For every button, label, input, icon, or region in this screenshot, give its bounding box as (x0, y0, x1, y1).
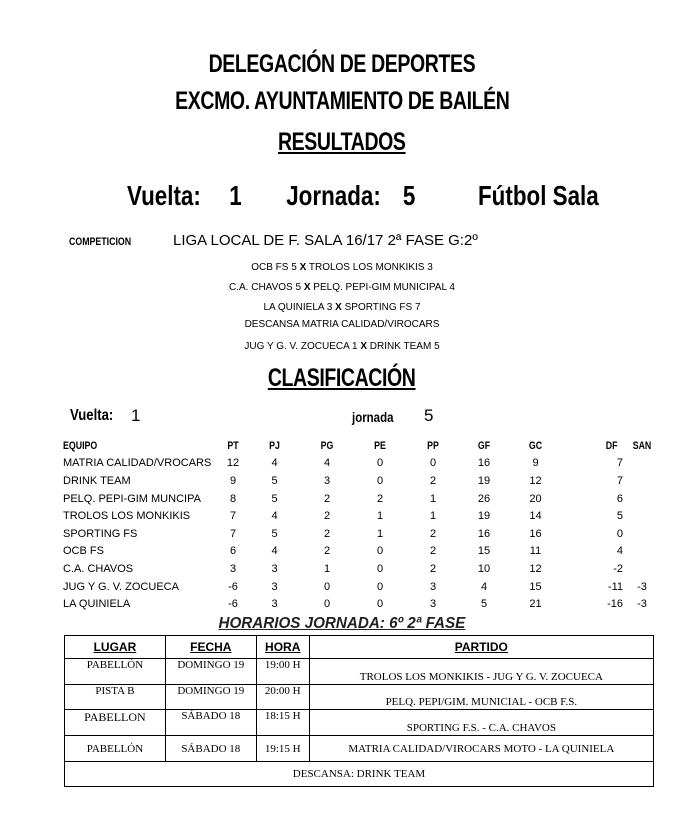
pp-cell: 3 (429, 598, 437, 611)
fecha-cell: DOMINGO 19 (165, 685, 256, 710)
header-line-1: DELEGACIÓN DE DEPORTES (208, 50, 476, 78)
competition-label: COMPETICION (69, 236, 132, 248)
col-pt: PT (227, 439, 239, 452)
standings-row (63, 560, 655, 578)
standings-row (63, 472, 655, 490)
df-cell: -2 (613, 562, 623, 575)
team-name: MATRIA CALIDAD/VROCARS (63, 457, 212, 470)
san-cell: -3 (637, 580, 647, 593)
pt-cell: 12 (226, 457, 240, 470)
team-name: PELQ. PEPI-GIM MUNCIPA (63, 492, 201, 505)
classification-title: CLASIFICACIÓN (268, 364, 416, 392)
jornada-label: Jornada: (286, 180, 381, 211)
pe-cell: 1 (376, 527, 384, 540)
df-cell: 7 (616, 457, 623, 470)
gc-cell: 16 (529, 527, 542, 540)
pe-cell: 0 (376, 457, 384, 470)
schedule-row (65, 685, 654, 710)
col-pe: PE (374, 439, 386, 452)
pt-cell: -6 (228, 580, 238, 593)
pp-cell: 2 (429, 562, 437, 575)
col-gc: GC (528, 439, 543, 452)
gf-cell: 10 (477, 562, 491, 575)
competition-name: LIGA LOCAL DE F. SALA 16/17 2ª FASE G:2º (173, 232, 478, 249)
col-df: DF (605, 439, 618, 452)
pp-cell: 1 (429, 510, 437, 523)
pe-cell: 0 (376, 545, 384, 558)
gf-cell: 26 (477, 492, 491, 505)
pj-cell: 5 (271, 527, 278, 540)
partido-cell: TROLOS LOS MONKIKIS - JUG Y G. V. ZOCUECA (309, 659, 653, 685)
fecha-cell: SÁBADO 18 (165, 710, 256, 736)
header-results-title: RESULTADOS (278, 128, 406, 156)
pe-cell: 0 (376, 598, 384, 611)
df-cell: 6 (616, 492, 623, 505)
standings-row (63, 490, 655, 508)
pt-cell: 6 (229, 545, 237, 558)
col-equipo: EQUIPO (63, 439, 98, 452)
pj-cell: 3 (271, 598, 278, 611)
gf-cell: 19 (477, 510, 491, 523)
pt-cell: -6 (228, 598, 238, 611)
gf-cell: 5 (480, 598, 488, 611)
vuelta-label: Vuelta: (127, 180, 201, 211)
gc-cell: 9 (532, 457, 539, 470)
lugar-cell: PABELLÓN (65, 659, 166, 685)
pp-cell: 3 (429, 580, 437, 593)
gc-cell: 20 (529, 492, 542, 505)
partido-cell: PELQ. PEPI/GIM. MUNICIAL - OCB F.S. (309, 685, 653, 710)
sport-name: Fútbol Sala (478, 180, 599, 211)
san-cell (629, 525, 655, 543)
header-line-2: EXCMO. AYUNTAMIENTO DE BAILÉN (174, 87, 510, 115)
df-cell: 7 (616, 474, 623, 487)
lugar-cell: PABELLON (65, 710, 166, 736)
san-cell (629, 490, 655, 508)
pe-cell: 1 (376, 510, 384, 523)
col-lugar: LUGAR (65, 636, 166, 659)
gf-cell: 16 (477, 527, 491, 540)
pt-cell: 9 (229, 474, 237, 487)
team-name: DRINK TEAM (63, 474, 131, 487)
san-cell (629, 507, 655, 525)
gc-cell: 11 (529, 545, 542, 558)
partido-cell: MATRIA CALIDAD/VIROCARS MOTO - LA QUINIELA (309, 736, 653, 762)
pj-cell: 5 (271, 474, 278, 487)
pt-cell: 3 (229, 562, 237, 575)
pe-cell: 0 (376, 474, 384, 487)
fecha-cell: DOMINGO 19 (165, 659, 256, 685)
result-row: OCB FS 5 X TROLOS LOS MONKIKIS 3 (251, 262, 433, 273)
rest-team-row: DESCANSA MATRIA CALIDAD/VIROCARS (244, 319, 440, 330)
class-vuelta-label: Vuelta: (70, 407, 114, 424)
pj-cell: 4 (271, 510, 278, 523)
team-name: SPORTING FS (63, 527, 138, 540)
gc-cell: 12 (529, 474, 542, 487)
col-gf: GF (477, 439, 491, 452)
san-cell: -3 (637, 598, 647, 611)
standings-row (63, 507, 655, 525)
pe-cell: 2 (376, 492, 384, 505)
hora-cell: 19:15 H (256, 736, 309, 762)
col-pj: PJ (269, 439, 280, 452)
col-hora: HORA (256, 636, 309, 659)
df-cell: -11 (607, 580, 623, 593)
round-line (127, 180, 487, 212)
schedule-table (64, 635, 654, 787)
pg-cell: 2 (323, 510, 331, 523)
standings-row (63, 595, 655, 613)
pg-cell: 4 (323, 457, 331, 470)
result-row: LA QUINIELA 3 X SPORTING FS 7 (263, 302, 421, 313)
schedule-row (65, 710, 654, 736)
team-name: LA QUINIELA (63, 598, 131, 611)
team-name: C.A. CHAVOS (63, 562, 134, 575)
pg-cell: 0 (323, 580, 331, 593)
pg-cell: 3 (323, 474, 331, 487)
gf-cell: 19 (477, 474, 491, 487)
pj-cell: 3 (271, 580, 278, 593)
team-name: JUG Y G. V. ZOCUECA (63, 580, 179, 593)
pg-cell: 2 (323, 492, 331, 505)
pg-cell: 1 (323, 562, 331, 575)
gf-cell: 15 (477, 545, 491, 558)
schedule-title: HORARIOS JORNADA: 6º 2ª FASE (218, 615, 466, 632)
schedule-row (65, 736, 654, 762)
standings-row (63, 543, 655, 561)
classification-header-row (63, 437, 655, 455)
pp-cell: 2 (429, 527, 437, 540)
pp-cell: 2 (429, 474, 437, 487)
col-pp: PP (427, 439, 439, 452)
gc-cell: 15 (529, 580, 542, 593)
pp-cell: 0 (429, 457, 437, 470)
schedule-header-row (65, 636, 654, 659)
pe-cell: 0 (376, 580, 384, 593)
gc-cell: 14 (529, 510, 542, 523)
pg-cell: 2 (323, 527, 331, 540)
standings-row (63, 578, 655, 596)
result-row: C.A. CHAVOS 5 X PELQ. PEPI-GIM MUNICIPAL 4 (229, 282, 455, 293)
standings-row (63, 525, 655, 543)
lugar-cell: PABELLÓN (65, 736, 166, 762)
pj-cell: 5 (271, 492, 278, 505)
df-cell: 5 (616, 510, 623, 523)
df-cell: 0 (616, 527, 623, 540)
san-cell (629, 472, 655, 490)
san-cell (629, 543, 655, 561)
schedule-row (65, 659, 654, 685)
schedule-rest-row (65, 762, 654, 787)
jornada-value: 5 (402, 180, 416, 211)
san-cell (629, 455, 655, 473)
pg-cell: 2 (323, 545, 331, 558)
gc-cell: 21 (529, 598, 542, 611)
pj-cell: 3 (271, 562, 278, 575)
col-san: SAN (632, 439, 652, 452)
class-vuelta-value: 1 (131, 406, 141, 425)
pj-cell: 4 (271, 457, 278, 470)
pt-cell: 7 (229, 510, 237, 523)
col-pg: PG (320, 439, 334, 452)
col-fecha: FECHA (165, 636, 256, 659)
col-partido: PARTIDO (309, 636, 653, 659)
rest-cell: DESCANSA: DRINK TEAM (65, 762, 654, 787)
pj-cell: 4 (271, 545, 278, 558)
classification-table (63, 437, 655, 613)
hora-cell: 19:00 H (256, 659, 309, 685)
pe-cell: 0 (376, 562, 384, 575)
pt-cell: 8 (229, 492, 237, 505)
team-name: TROLOS LOS MONKIKIS (63, 510, 191, 523)
df-cell: 4 (616, 545, 623, 558)
gf-cell: 4 (480, 580, 488, 593)
vuelta-value: 1 (229, 180, 242, 211)
san-cell (629, 560, 655, 578)
partido-cell: SPORTING F.S. - C.A. CHAVOS (309, 710, 653, 736)
pt-cell: 7 (229, 527, 237, 540)
lugar-cell: PISTA B (65, 685, 166, 710)
hora-cell: 18:15 H (256, 710, 309, 736)
gc-cell: 12 (529, 562, 542, 575)
hora-cell: 20:00 H (256, 685, 309, 710)
class-jornada-label: jornada (352, 409, 394, 425)
pg-cell: 0 (323, 598, 331, 611)
pp-cell: 1 (429, 492, 437, 505)
result-row: JUG Y G. V. ZOCUECA 1 X DRINK TEAM 5 (244, 341, 440, 352)
team-name: OCB FS (63, 545, 104, 558)
class-jornada-value: 5 (424, 406, 434, 425)
fecha-cell: SÁBADO 18 (165, 736, 256, 762)
standings-row (63, 455, 655, 473)
df-cell: -16 (607, 598, 623, 611)
gf-cell: 16 (477, 457, 491, 470)
pp-cell: 2 (429, 545, 437, 558)
